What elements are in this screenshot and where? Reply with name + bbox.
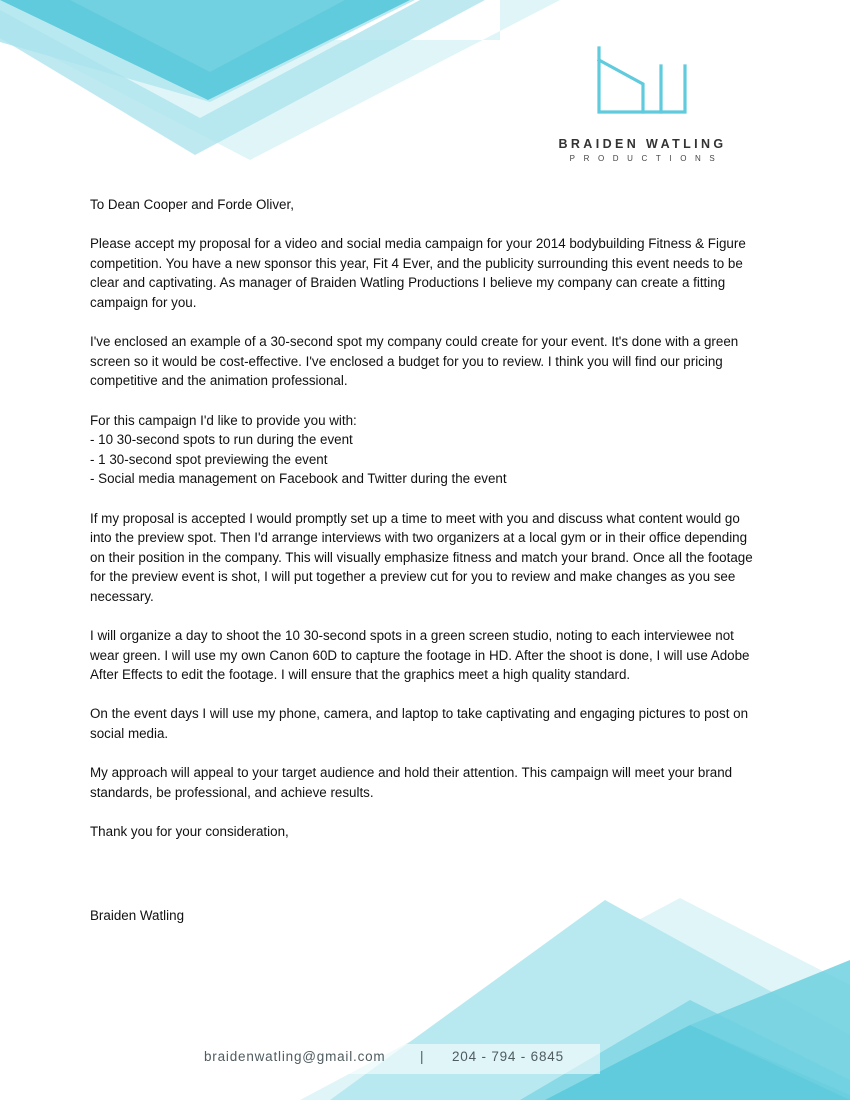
services-section bbox=[90, 411, 762, 489]
paragraph-preview: If my proposal is accepted I would promptly set up a time to meet with you and discuss what content would go into the preview spot. Then I'd arrange interviews with two organizers at a local gym or in their office depending on their position in the company. This will visually emphasize fitness and match your brand. Once all the footage for the preview event is shot, I will put together a preview cut for you to review and make changes as you see necessary. bbox=[90, 510, 753, 604]
closing: Thank you for your consideration, bbox=[90, 824, 289, 839]
services-list bbox=[90, 430, 762, 489]
footer-email[interactable]: braidenwatling@gmail.com bbox=[204, 1049, 386, 1064]
company-tagline: PRODUCTIONS bbox=[569, 154, 724, 163]
paragraph-approach: My approach will appeal to your target audience and hold their attention. This campaign will meet your brand standards, be professional, and achieve results. bbox=[90, 765, 733, 800]
footer-phone[interactable]: 204 - 794 - 6845 bbox=[452, 1049, 564, 1064]
signature-name: Braiden Watling bbox=[90, 908, 185, 923]
letter-body bbox=[90, 195, 762, 861]
list-item: - 1 30-second spot previewing the event bbox=[90, 451, 328, 467]
services-intro: For this campaign I'd like to provide you with: bbox=[90, 412, 357, 428]
list-item: - Social media management on Facebook and Twitter during the event bbox=[90, 471, 507, 487]
salutation: To Dean Cooper and Forde Oliver, bbox=[90, 197, 294, 212]
bw-monogram-icon bbox=[595, 44, 691, 116]
paragraph-shoot: I will organize a day to shoot the 10 30-second spots in a green screen studio, noting to each interviewee not wear green. I will use my own Canon 60D to capture the footage in HD. After the shoot is done, I will use Adobe After Effects to edit the footage. I will ensure that the graphics meet a high quality standard. bbox=[90, 628, 750, 683]
paragraph-event-days: On the event days I will use my phone, camera, and laptop to take captivating and engaging pictures to post on social media. bbox=[90, 706, 749, 742]
list-item: - 10 30-second spots to run during the event bbox=[90, 432, 353, 448]
paragraph-example: I've enclosed an example of a 30-second spot my company could create for your event. It's done with a green screen so it would be cost-effective. I've enclosed a budget for you to review. I think you will find our pricing competitive and the animation professional. bbox=[90, 334, 739, 389]
footer-separator: | bbox=[420, 1049, 424, 1064]
company-name: BRAIDEN WATLING bbox=[558, 137, 727, 151]
footer-contact bbox=[0, 1049, 850, 1071]
paragraph-proposal: Please accept my proposal for a video and social media campaign for your 2014 bodybuilding Fitness & Figure competition. You have a new sponsor this year, Fit 4 Ever, and the publicity surrounding this event needs to be clear and captivating. As manager of Braiden Watling Productions I believe my company can create a fitting campaign for you. bbox=[90, 236, 746, 310]
company-logo bbox=[555, 44, 730, 169]
